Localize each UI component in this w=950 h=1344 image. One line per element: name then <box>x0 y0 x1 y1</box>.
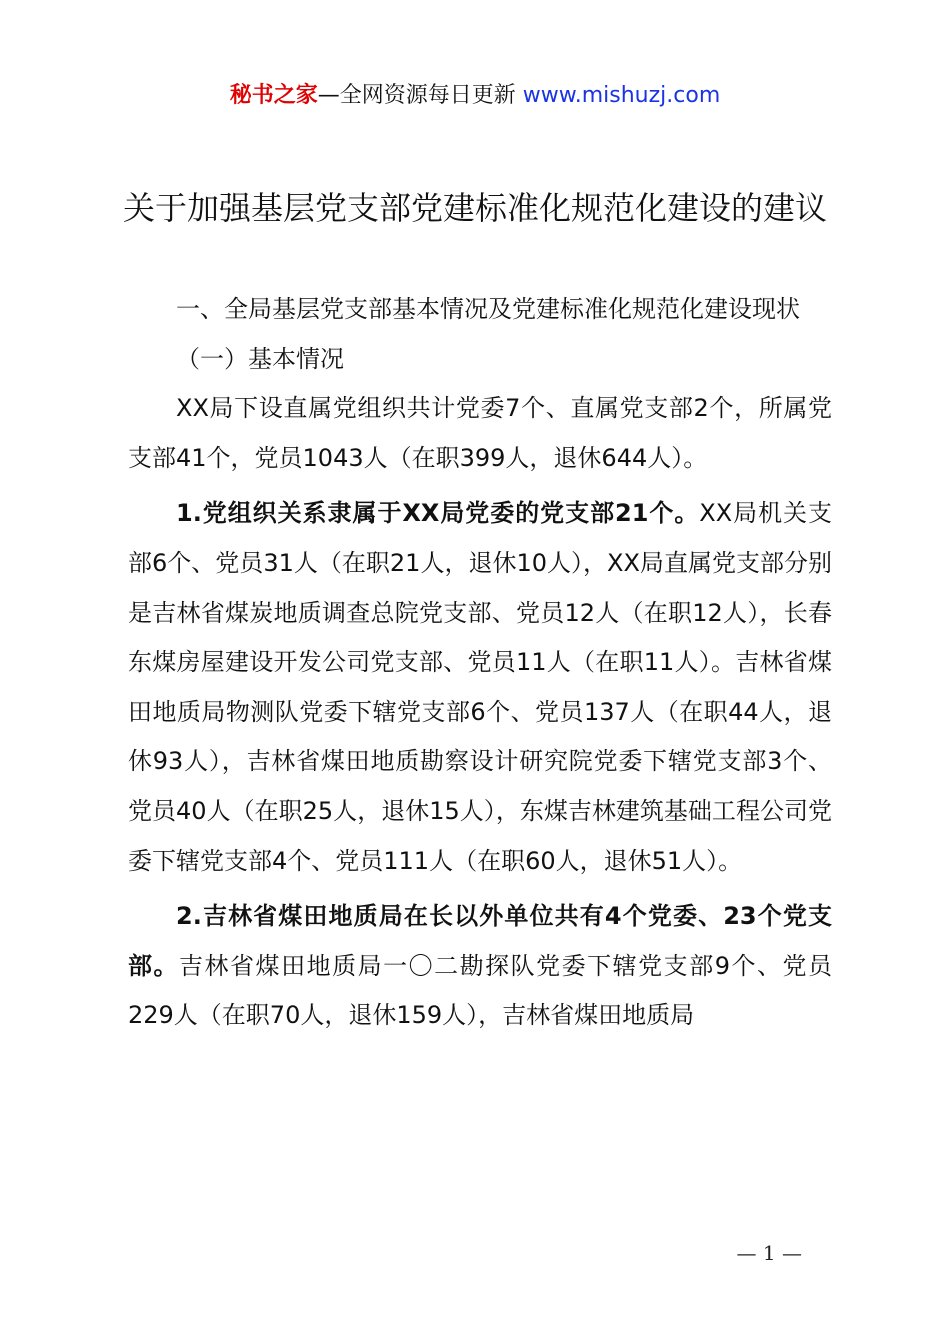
section-heading: 一、全局基层党支部基本情况及党建标准化规范化建设现状 <box>176 295 800 323</box>
paragraph-overview: XX局下设直属党组织共计党委7个、直属党支部2个，所属党支部41个，党员1043人（在职399人，退休644人）。 <box>128 394 832 472</box>
item-1-body: XX局机关支部6个、党员31人（在职21人，退休10人），XX局直属党支部分别是吉林省煤炭地质调查总院党支部、党员12人（在职12人），长春东煤房屋建设开发公司党支部、党员11人（在职11人）。吉林省煤田地质局物测队党委下辖党支部6个、党员137人（在职44人，退休93人），吉林省煤田地质勘察设计研究院党委下辖党支部3个、党员40人（在职25人，退休15人），东煤吉林建筑基础工程公司党委下辖党支部4个、党员111人（在职60人，退休51人）。 <box>128 499 832 875</box>
item-1-lead: 1.党组织关系隶属于XX局党委的党支部21个。 <box>176 499 700 528</box>
banner-tagline: —全网资源每日更新 <box>317 83 523 108</box>
paragraph-item-1 <box>128 489 832 886</box>
item-2-body: 吉林省煤田地质局一〇二勘探队党委下辖党支部9个、党员229人（在职70人，退休159人），吉林省煤田地质局 <box>128 951 833 1030</box>
item-2-lead: 2.吉林省煤田地质局在长以外单位共有4个党委、23个党支部。 <box>128 902 832 980</box>
document-title: 关于加强基层党支部党建标准化规范化建设的建议 <box>122 189 827 227</box>
document-body <box>128 285 832 1041</box>
page-number: — 1 — <box>736 1241 802 1265</box>
subsection-heading: （一）基本情况 <box>176 344 344 373</box>
paragraph-item-2 <box>128 892 832 1041</box>
brand-name: 秘书之家 <box>229 83 318 108</box>
site-url[interactable]: www.mishuzj.com <box>522 83 721 108</box>
site-banner <box>0 80 950 112</box>
